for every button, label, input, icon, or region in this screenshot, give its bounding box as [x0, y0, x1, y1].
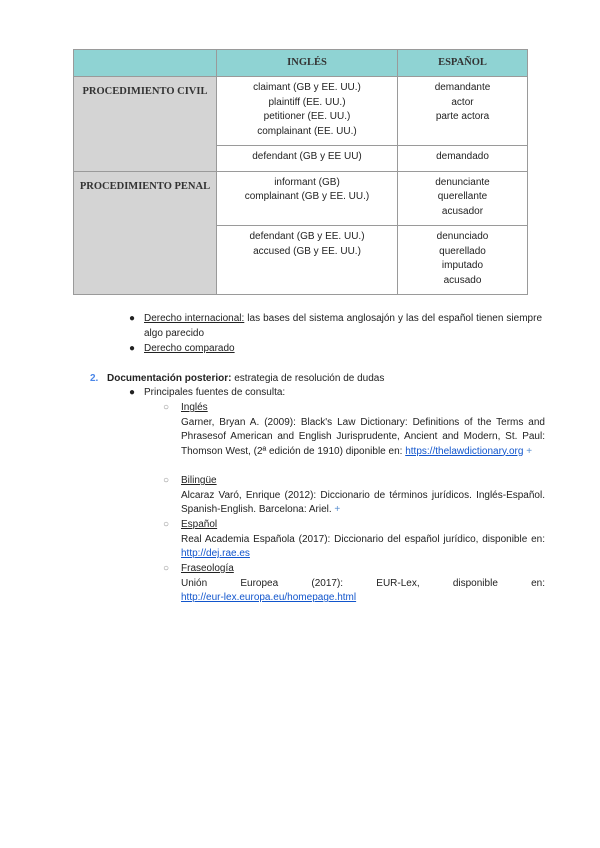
thelawdictionary-link[interactable]: https://thelawdictionary.org — [405, 445, 524, 457]
table-header-empty — [74, 50, 217, 77]
bullet-derecho-comparado — [129, 342, 542, 357]
derecho-internacional-label: Derecho internacional: — [144, 313, 245, 324]
table-cell-en — [217, 171, 398, 226]
table-cell-es — [398, 171, 528, 226]
table-header-espanol: ESPAÑOL — [398, 50, 528, 77]
source-heading: Bilingüe — [181, 475, 217, 486]
section-title: Documentación posterior: — [107, 373, 232, 384]
source-ingles — [163, 401, 545, 459]
table-cell-en — [217, 226, 398, 295]
term-en: plaintiff (EE. UU.) — [268, 96, 346, 108]
source-citation: Alcaraz Varó, Enrique (2012): Diccionario de términos jurídicos. Inglés-Español. Spanish-English. Barcelona: Ariel. — [181, 489, 545, 515]
term-es: denunciante — [435, 176, 490, 188]
term-es: querellante — [437, 191, 488, 202]
term-en: accused (GB y EE. UU.) — [253, 245, 361, 257]
bullet-text — [144, 312, 542, 341]
terminology-table — [73, 49, 528, 295]
bullet-dot-icon: ● — [129, 343, 136, 354]
term-es: demandante — [434, 82, 491, 93]
term-en: informant (GB) — [274, 176, 340, 188]
plus-icon[interactable]: + — [334, 504, 341, 515]
bullet-dot-icon: ● — [129, 387, 136, 398]
source-heading: Español — [181, 519, 218, 530]
section-2-heading — [90, 372, 527, 387]
term-es: demandado — [436, 151, 489, 162]
term-es: imputado — [441, 260, 484, 271]
source-heading: Inglés — [181, 402, 208, 413]
plus-icon[interactable]: + — [526, 445, 533, 457]
term-en: defendant (GB y EE. UU.) — [249, 231, 365, 242]
dej-rae-link[interactable]: http://dej.rae.es — [181, 548, 250, 559]
derecho-internacional-text: las bases del sistema anglosajón y las del español tienen siempre algo parecido — [144, 313, 543, 339]
table-row — [74, 77, 528, 146]
term-en: complainant (EE. UU.) — [257, 125, 357, 137]
table-cell-es — [398, 226, 528, 295]
table-header-row — [74, 50, 528, 77]
bullet-fuentes — [129, 386, 542, 401]
source-citation: Real Academia Española (2017): Diccionario del español jurídico, disponible en: — [181, 533, 545, 545]
table-cell-es — [398, 146, 528, 172]
category-civil: PROCEDIMIENTO CIVIL — [74, 77, 217, 172]
source-fraseologia — [163, 562, 545, 606]
table-header-ingles: INGLÉS — [217, 50, 398, 77]
term-en: defendant (GB y EE UU) — [252, 151, 362, 162]
source-espanol — [163, 518, 545, 562]
table-row — [74, 171, 528, 226]
category-penal: PROCEDIMIENTO PENAL — [74, 171, 217, 295]
term-es: acusado — [443, 274, 482, 286]
table-cell-en — [217, 77, 398, 146]
term-en: claimant (GB y EE. UU.) — [253, 82, 361, 93]
circle-bullet-icon: ○ — [163, 519, 170, 530]
bullet-derecho-internacional — [129, 312, 542, 341]
eur-lex-link[interactable]: http://eur-lex.europa.eu/homepage.html — [181, 592, 357, 603]
section-subtitle: estrategia de resolución de dudas — [231, 373, 385, 384]
circle-bullet-icon: ○ — [163, 475, 170, 486]
section-number: 2. — [90, 373, 99, 384]
term-en: complainant (GB y EE. UU.) — [244, 191, 370, 202]
term-en: petitioner (EE. UU.) — [263, 111, 351, 122]
table-cell-en — [217, 146, 398, 172]
source-text — [181, 489, 545, 518]
circle-bullet-icon: ○ — [163, 402, 170, 413]
term-es: denunciado — [436, 231, 489, 242]
table-cell-es — [398, 77, 528, 146]
bullet-dot-icon: ● — [129, 313, 136, 324]
source-citation: Garner, Bryan A. (2009): Black's Law Dictionary: Definitions of the Terms and Phrasesof American and English Jurisprudente, Ancient and Modern, St. Paul: Thomson West, (2ª edición de 1910) diponible en: — [181, 416, 545, 457]
source-text — [181, 416, 545, 460]
circle-bullet-icon: ○ — [163, 563, 170, 574]
source-bilingue — [163, 474, 545, 518]
term-es: actor — [451, 96, 474, 108]
term-es: parte actora — [435, 111, 490, 122]
term-es: acusador — [441, 205, 484, 217]
term-es: querellado — [439, 245, 486, 257]
source-heading: Fraseología — [181, 563, 234, 574]
source-text: Unión Europea (2017): EUR-Lex, disponible en: — [181, 577, 545, 589]
derecho-comparado-label: Derecho comparado — [144, 343, 235, 354]
source-text — [181, 533, 545, 562]
fuentes-label: Principales fuentes de consulta: — [144, 387, 286, 398]
